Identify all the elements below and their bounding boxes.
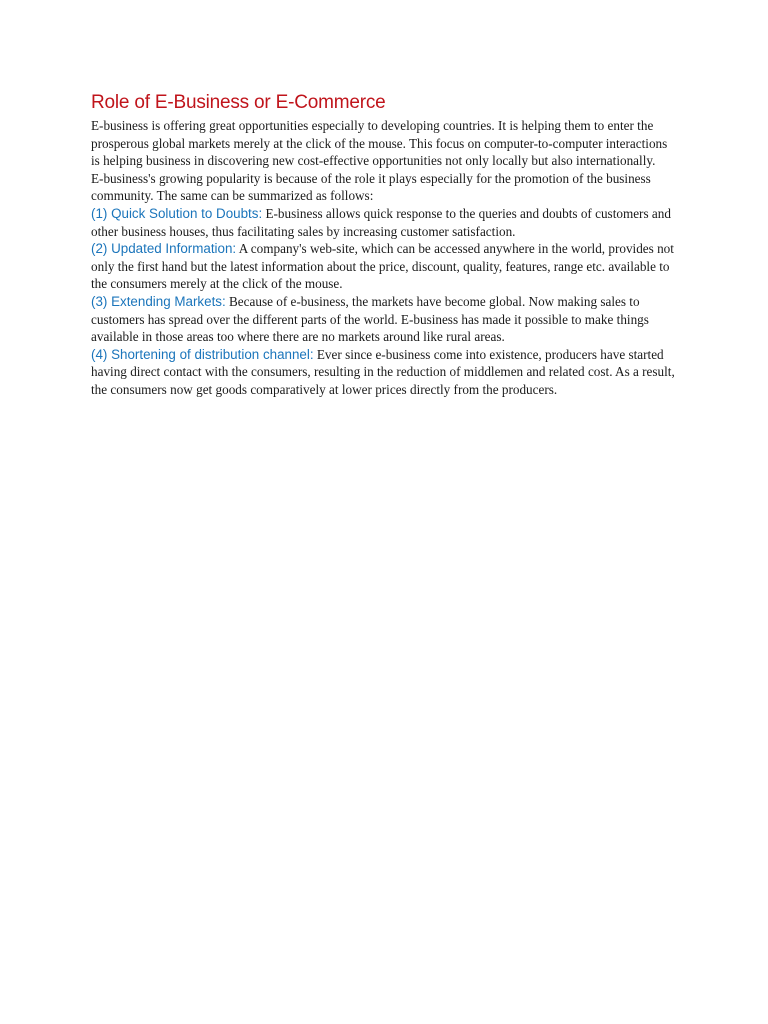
point-text-updated-information: A company's web-site, which can be accessed anywhere in the world, provides not only the first hand but the latest information about the price, discount, quality, features, range etc. available to the consumers merely at the click of the mouse. — [91, 241, 674, 292]
document-page — [91, 92, 675, 399]
point-extending-markets — [91, 293, 675, 346]
point-updated-information — [91, 240, 675, 293]
point-text-quick-solution: E-business allows quick response to the queries and doubts of customers and other business houses, thus facilitating sales by increasing customer satisfaction. — [91, 205, 671, 239]
point-heading-distribution-channel: (4) Shortening of distribution channel: — [91, 346, 314, 362]
point-distribution-channel — [91, 346, 675, 399]
point-heading-updated-information: (2) Updated Information: — [91, 241, 237, 257]
point-heading-extending-markets: (3) Extending Markets: — [91, 293, 226, 309]
intro-paragraph-1: E-business is offering great opportunities especially to developing countries. It is helping them to enter the prosperous global markets merely at the click of the mouse. This focus on computer-to-computer interactions is helping business in discovering new cost-effective opportunities not only locally but also internationally. — [91, 118, 668, 169]
point-quick-solution — [91, 205, 675, 240]
point-heading-quick-solution: (1) Quick Solution to Doubts: — [91, 205, 263, 221]
intro-paragraph-2: E-business's growing popularity is because of the role it plays especially for the promotion of the business community. The same can be summarized as follows: — [91, 170, 651, 204]
point-text-extending-markets: Because of e-business, the markets have become global. Now making sales to customers has spread over the different parts of the world. E-business has made it possible to make things available in those areas too where there are no markets around like rural areas. — [91, 293, 649, 345]
point-text-distribution-channel: Ever since e-business come into existence, producers have started having direct contact with the consumers, resulting in the reduction of middlemen and related cost. As a result, the consumers now get goods comparatively at lower prices directly from the producers. — [91, 346, 675, 397]
page-title: Role of E-Business or E-Commerce — [91, 92, 386, 113]
